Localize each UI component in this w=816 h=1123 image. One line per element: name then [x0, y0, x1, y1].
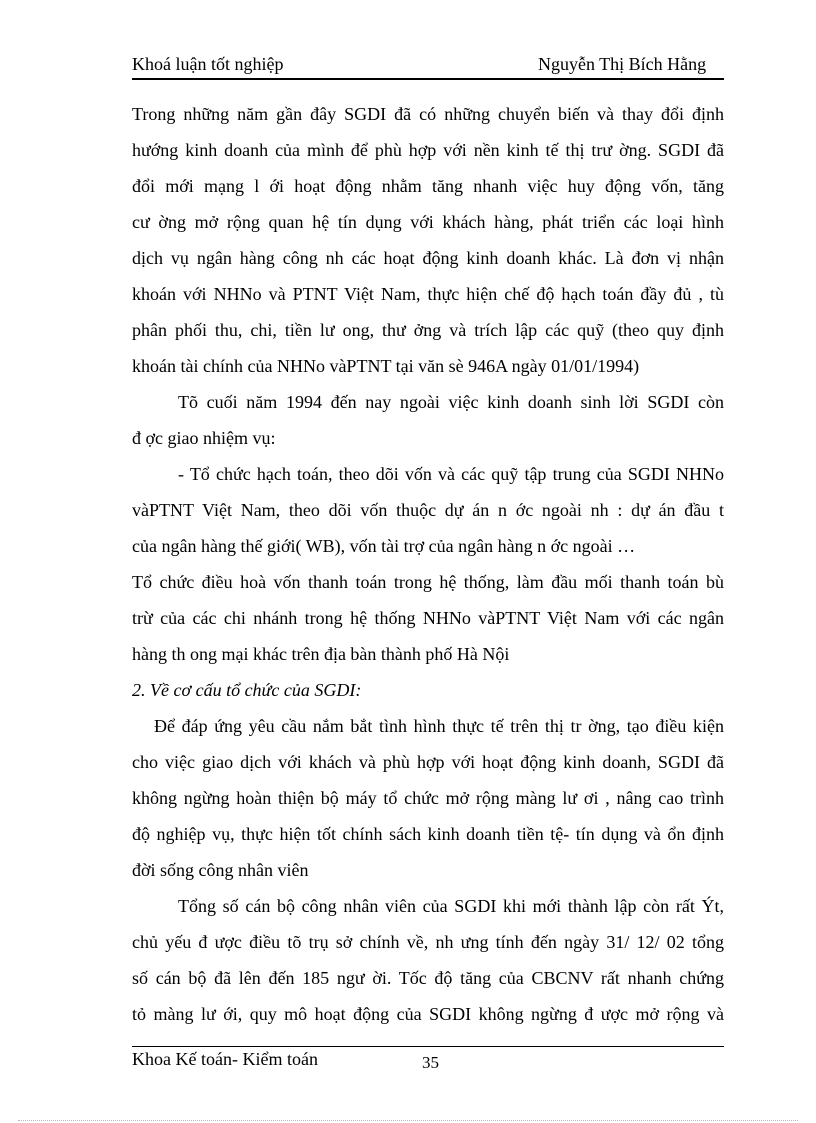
- text-line: đ ợc giao nhiệm vụ:: [132, 428, 276, 448]
- text-line: của ngân hàng thế giới( WB), vốn tài trợ của ngân hàng n ớc ngoài …: [132, 536, 636, 556]
- text-line: trừ của các chi nhánh trong hệ thống NHNo vàPTNT Việt Nam với các ngân: [132, 608, 724, 628]
- text-line: Tõ cuối năm 1994 đến nay ngoài việc kinh doanh sinh lời SGDI còn: [178, 392, 724, 412]
- text-line: hướng kinh doanh của mình để phù hợp với nền kinh tế thị trư ờng. SGDI đã: [132, 140, 724, 160]
- text-line: hàng th ong mại khác trên địa bàn thành phố Hà Nội: [132, 644, 510, 664]
- text-line: độ nghiệp vụ, thực hiện tốt chính sách kinh doanh tiền tệ- tín dụng và ổn định: [132, 824, 724, 844]
- text-line: phân phối thu, chi, tiền lư ong, thư ởng và trích lập các quỹ (theo quy định: [132, 320, 724, 340]
- text-line: Tổng số cán bộ công nhân viên của SGDI khi mới thành lập còn rất Ýt,: [178, 896, 724, 916]
- text-line: Tổ chức điều hoà vốn thanh toán trong hệ thống, làm đầu mối thanh toán bù: [132, 572, 724, 592]
- text-line: dịch vụ ngân hàng công nh các hoạt động kinh doanh khác. Là đơn vị nhận: [132, 248, 724, 268]
- text-line: khoán với NHNo và PTNT Việt Nam, thực hiện chế độ hạch toán đầy đủ , tù: [132, 284, 724, 304]
- text-line: - Tổ chức hạch toán, theo dõi vốn và các quỹ tập trung của SGDI NHNo: [178, 464, 724, 484]
- header-thesis-title: Khoá luận tốt nghiệp: [132, 54, 284, 74]
- text-line: tỏ màng lư ới, quy mô hoạt động của SGDI không ngừng đ ược mở rộng và: [132, 1004, 724, 1024]
- text-line: đổi mới mạng l ới hoạt động nhằm tăng nhanh việc huy động vốn, tăng: [132, 176, 724, 196]
- header-author-name: Nguyễn Thị Bích Hằng: [538, 54, 707, 74]
- text-line: khoán tài chính của NHNo vàPTNT tại văn sè 946A ngày 01/01/1994): [132, 356, 640, 376]
- page-header: [132, 52, 724, 80]
- text-line: Để đáp ứng yêu cầu nắm bắt tình hình thực tế trên thị tr ờng, tạo điều kiện: [154, 716, 724, 736]
- page-footer: [132, 1046, 724, 1072]
- text-line: Trong những năm gần đây SGDI đã có những chuyển biến và thay đổi định: [132, 104, 724, 124]
- text-line: cho việc giao dịch với khách và phù hợp với hoạt động kinh doanh, SGDI đã: [132, 752, 724, 772]
- text-line: số cán bộ đã lên đến 185 ngư ời. Tốc độ tăng của CBCNV rất nhanh chứng: [132, 968, 724, 988]
- text-line: cư ờng mở rộng quan hệ tín dụng với khách hàng, phát triển các loại hình: [132, 212, 724, 232]
- page-number: 35: [422, 1053, 439, 1072]
- section-heading: 2. Về cơ cấu tổ chức của SGDI:: [132, 680, 362, 700]
- text-line: đời sống công nhân viên: [132, 860, 309, 880]
- footer-department: Khoa Kế toán- Kiểm toán: [132, 1049, 318, 1069]
- document-body: [132, 96, 724, 1032]
- text-line: vàPTNT Việt Nam, theo dõi vốn thuộc dự án n ớc ngoài nh : dự án đầu t: [132, 500, 724, 520]
- page-edge-divider: [18, 1120, 798, 1121]
- text-line: chủ yếu đ ược điều tõ trụ sở chính về, nh ưng tính đến ngày 31/ 12/ 02 tổng: [132, 932, 724, 952]
- text-line: không ngừng hoàn thiện bộ máy tổ chức mở rộng màng lư ơi , nâng cao trình: [132, 788, 724, 808]
